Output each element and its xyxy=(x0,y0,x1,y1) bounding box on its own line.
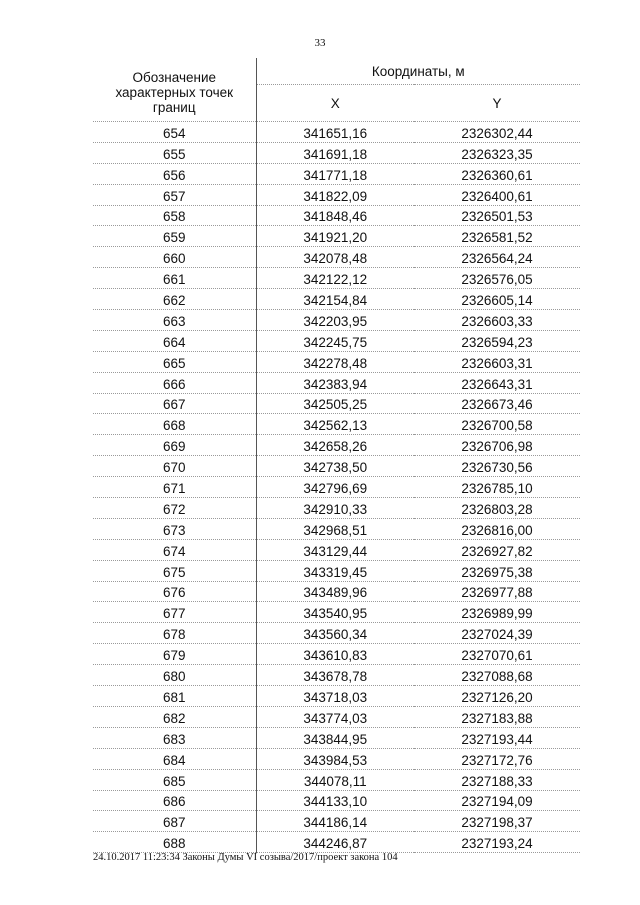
x-coordinate-cell: 342383,94 xyxy=(256,372,414,393)
point-number-cell: 659 xyxy=(93,226,256,247)
x-coordinate-cell: 343560,34 xyxy=(256,623,414,644)
y-coordinate-cell: 2326360,61 xyxy=(414,163,580,184)
x-coordinate-cell: 343319,45 xyxy=(256,560,414,581)
x-coordinate-cell: 343718,03 xyxy=(256,686,414,707)
table-row xyxy=(93,268,580,289)
y-coordinate-cell: 2326594,23 xyxy=(414,330,580,351)
table-row xyxy=(93,811,580,832)
y-coordinate-cell: 2326977,88 xyxy=(414,581,580,602)
x-coordinate-cell: 343678,78 xyxy=(256,665,414,686)
y-coordinate-cell: 2326605,14 xyxy=(414,289,580,310)
table-row xyxy=(93,560,580,581)
point-number-cell: 684 xyxy=(93,748,256,769)
point-number-cell: 664 xyxy=(93,330,256,351)
x-coordinate-cell: 344133,10 xyxy=(256,790,414,811)
x-coordinate-cell: 341651,16 xyxy=(256,122,414,143)
point-number-cell: 654 xyxy=(93,122,256,143)
table-row xyxy=(93,289,580,310)
table-row xyxy=(93,205,580,226)
coordinates-table xyxy=(93,58,580,853)
table-row xyxy=(93,414,580,435)
table-row xyxy=(93,351,580,372)
x-coordinate-cell: 342154,84 xyxy=(256,289,414,310)
x-coordinate-cell: 342658,26 xyxy=(256,435,414,456)
x-coordinate-cell: 342796,69 xyxy=(256,477,414,498)
table-row xyxy=(93,393,580,414)
point-number-cell: 667 xyxy=(93,393,256,414)
y-coordinate-cell: 2326564,24 xyxy=(414,247,580,268)
point-number-cell: 673 xyxy=(93,518,256,539)
x-coordinate-cell: 341691,18 xyxy=(256,142,414,163)
table-row xyxy=(93,247,580,268)
point-number-cell: 658 xyxy=(93,205,256,226)
footer-stamp: 24.10.2017 11:23:34 Законы Думы VI созыва/2017/проект закона 104 xyxy=(93,852,398,863)
y-coordinate-cell: 2327194,09 xyxy=(414,790,580,811)
table-row xyxy=(93,310,580,331)
table-body xyxy=(93,122,580,853)
x-coordinate-cell: 343540,95 xyxy=(256,602,414,623)
table-row xyxy=(93,623,580,644)
point-number-cell: 680 xyxy=(93,665,256,686)
table-row xyxy=(93,330,580,351)
table-row xyxy=(93,122,580,143)
y-coordinate-cell: 2327088,68 xyxy=(414,665,580,686)
point-number-cell: 681 xyxy=(93,686,256,707)
y-coordinate-cell: 2326816,00 xyxy=(414,518,580,539)
point-number-cell: 675 xyxy=(93,560,256,581)
table-row xyxy=(93,706,580,727)
point-number-cell: 669 xyxy=(93,435,256,456)
y-coordinate-cell: 2326400,61 xyxy=(414,184,580,205)
point-number-cell: 655 xyxy=(93,142,256,163)
y-coordinate-cell: 2326673,46 xyxy=(414,393,580,414)
table-row xyxy=(93,665,580,686)
x-coordinate-cell: 343129,44 xyxy=(256,539,414,560)
y-coordinate-cell: 2327188,33 xyxy=(414,769,580,790)
y-coordinate-cell: 2327193,44 xyxy=(414,727,580,748)
y-coordinate-cell: 2326603,33 xyxy=(414,310,580,331)
table-row xyxy=(93,184,580,205)
point-number-cell: 657 xyxy=(93,184,256,205)
x-coordinate-cell: 341771,18 xyxy=(256,163,414,184)
x-coordinate-cell: 343984,53 xyxy=(256,748,414,769)
x-coordinate-cell: 343489,96 xyxy=(256,581,414,602)
y-coordinate-cell: 2327193,24 xyxy=(414,832,580,853)
point-number-cell: 668 xyxy=(93,414,256,435)
table-row xyxy=(93,142,580,163)
point-number-cell: 679 xyxy=(93,644,256,665)
point-number-cell: 683 xyxy=(93,727,256,748)
y-coordinate-cell: 2326989,99 xyxy=(414,602,580,623)
table-row xyxy=(93,435,580,456)
y-coordinate-cell: 2326700,58 xyxy=(414,414,580,435)
y-coordinate-cell: 2327183,88 xyxy=(414,706,580,727)
x-coordinate-cell: 342245,75 xyxy=(256,330,414,351)
y-coordinate-cell: 2326643,31 xyxy=(414,372,580,393)
x-coordinate-cell: 342078,48 xyxy=(256,247,414,268)
x-coordinate-cell: 342122,12 xyxy=(256,268,414,289)
x-coordinate-cell: 341921,20 xyxy=(256,226,414,247)
x-coordinate-cell: 342278,48 xyxy=(256,351,414,372)
table-row xyxy=(93,790,580,811)
point-number-cell: 685 xyxy=(93,769,256,790)
table-row xyxy=(93,686,580,707)
point-number-cell: 663 xyxy=(93,310,256,331)
point-number-cell: 686 xyxy=(93,790,256,811)
point-number-cell: 670 xyxy=(93,456,256,477)
x-coordinate-cell: 344078,11 xyxy=(256,769,414,790)
x-coordinate-cell: 343610,83 xyxy=(256,644,414,665)
table-row xyxy=(93,372,580,393)
point-number-cell: 656 xyxy=(93,163,256,184)
point-number-cell: 660 xyxy=(93,247,256,268)
page-number: 33 xyxy=(314,37,326,49)
x-coordinate-cell: 342910,33 xyxy=(256,498,414,519)
y-coordinate-cell: 2327070,61 xyxy=(414,644,580,665)
y-coordinate-cell: 2326927,82 xyxy=(414,539,580,560)
point-number-cell: 661 xyxy=(93,268,256,289)
y-coordinate-cell: 2326785,10 xyxy=(414,477,580,498)
point-number-cell: 665 xyxy=(93,351,256,372)
x-coordinate-cell: 342968,51 xyxy=(256,518,414,539)
point-number-cell: 688 xyxy=(93,832,256,853)
x-coordinate-cell: 343774,03 xyxy=(256,706,414,727)
table-row xyxy=(93,644,580,665)
table-row xyxy=(93,539,580,560)
x-coordinate-cell: 342562,13 xyxy=(256,414,414,435)
x-header: X xyxy=(256,85,414,122)
y-coordinate-cell: 2326576,05 xyxy=(414,268,580,289)
y-coordinate-cell: 2326501,53 xyxy=(414,205,580,226)
y-coordinate-cell: 2327172,76 xyxy=(414,748,580,769)
table-row xyxy=(93,581,580,602)
table-row xyxy=(93,727,580,748)
table-row xyxy=(93,602,580,623)
point-number-cell: 662 xyxy=(93,289,256,310)
y-coordinate-cell: 2327024,39 xyxy=(414,623,580,644)
point-number-cell: 674 xyxy=(93,539,256,560)
y-coordinate-cell: 2326706,98 xyxy=(414,435,580,456)
table-row xyxy=(93,163,580,184)
point-number-cell: 677 xyxy=(93,602,256,623)
table-row xyxy=(93,498,580,519)
y-coordinate-cell: 2326975,38 xyxy=(414,560,580,581)
point-number-cell: 671 xyxy=(93,477,256,498)
point-number-cell: 666 xyxy=(93,372,256,393)
y-coordinate-cell: 2326730,56 xyxy=(414,456,580,477)
table-row xyxy=(93,769,580,790)
y-coordinate-cell: 2326803,28 xyxy=(414,498,580,519)
table-row xyxy=(93,477,580,498)
y-coordinate-cell: 2326323,35 xyxy=(414,142,580,163)
x-coordinate-cell: 342203,95 xyxy=(256,310,414,331)
point-number-cell: 687 xyxy=(93,811,256,832)
point-number-cell: 676 xyxy=(93,581,256,602)
y-coordinate-cell: 2326302,44 xyxy=(414,122,580,143)
x-coordinate-cell: 343844,95 xyxy=(256,727,414,748)
x-coordinate-cell: 341848,46 xyxy=(256,205,414,226)
table-row xyxy=(93,518,580,539)
table-row xyxy=(93,226,580,247)
x-coordinate-cell: 344246,87 xyxy=(256,832,414,853)
y-header: Y xyxy=(414,85,580,122)
y-coordinate-cell: 2327198,37 xyxy=(414,811,580,832)
table-row xyxy=(93,456,580,477)
x-coordinate-cell: 342738,50 xyxy=(256,456,414,477)
point-number-cell: 682 xyxy=(93,706,256,727)
y-coordinate-cell: 2327126,20 xyxy=(414,686,580,707)
point-number-cell: 672 xyxy=(93,498,256,519)
table-row xyxy=(93,832,580,853)
point-designation-header: Обозначение характерных точек границ xyxy=(93,58,256,122)
x-coordinate-cell: 341822,09 xyxy=(256,184,414,205)
y-coordinate-cell: 2326581,52 xyxy=(414,226,580,247)
x-coordinate-cell: 344186,14 xyxy=(256,811,414,832)
x-coordinate-cell: 342505,25 xyxy=(256,393,414,414)
y-coordinate-cell: 2326603,31 xyxy=(414,351,580,372)
table-row xyxy=(93,748,580,769)
coordinates-header: Координаты, м xyxy=(256,58,580,85)
point-number-cell: 678 xyxy=(93,623,256,644)
